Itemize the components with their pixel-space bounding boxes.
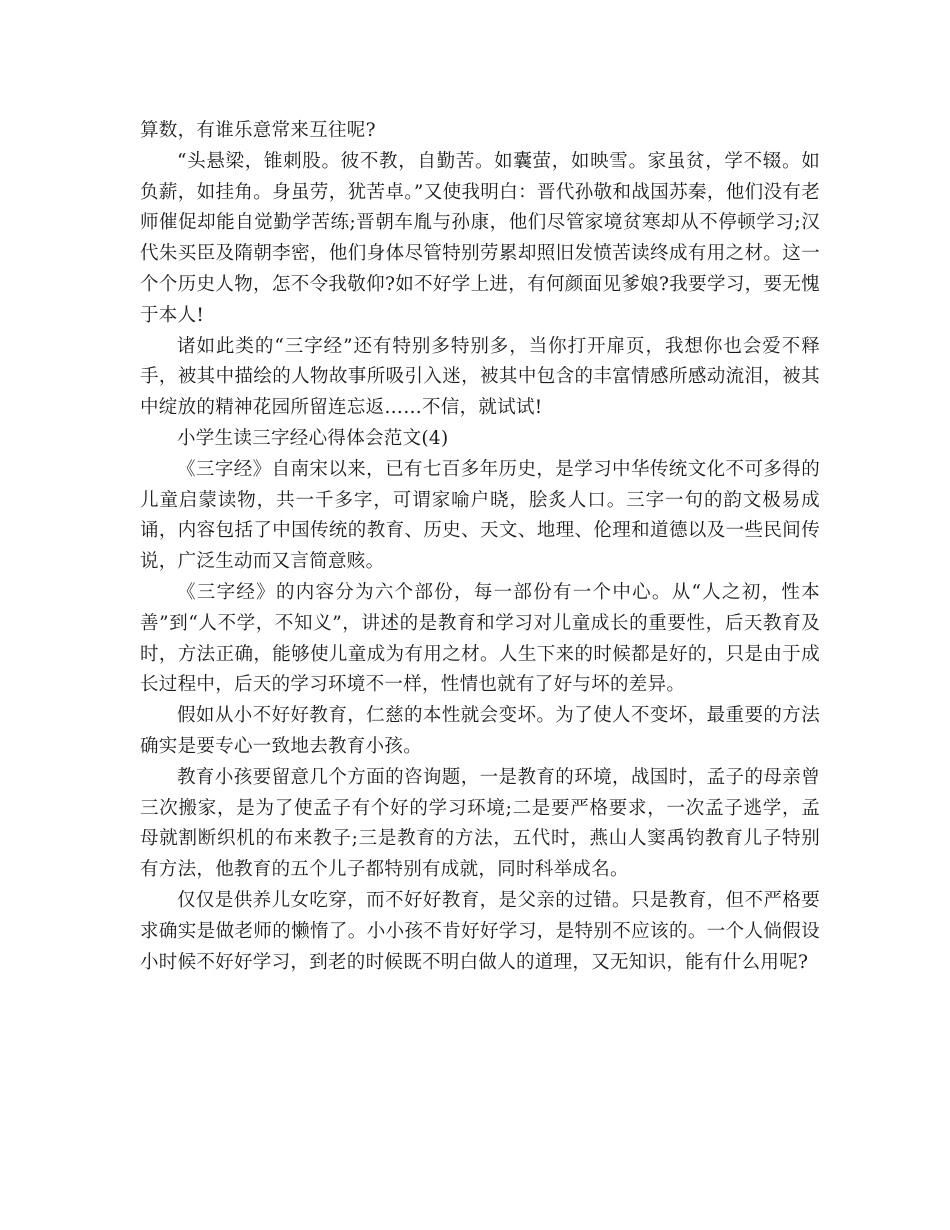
paragraph-6: 假如从小不好好教育，仁慈的本性就会变坏。为了使人不变坏，最重要的方法确实是要专心一致地去教育小孩。 [140,705,820,757]
paragraph-3: 诸如此类的“三字经”还有特别多特别多，当你打开扉页，我想你也会爱不释手，被其中描绘的人物故事所吸引入迷，被其中包含的丰富情感所感动流泪，被其中绽放的精神花园所留连忘返……不信，就试试! [140,335,820,419]
paragraph-4: 《三字经》自南宋以来，已有七百多年历史，是学习中华传统文化不可多得的儿童启蒙读物，共一千多字，可谓家喻户晓，脍炙人口。三字一句的韵文极易成诵，内容包括了中国传统的教育、历史、天文、地理、伦理和道德以及一些民间传说，广泛生动而又言简意赅。 [140,458,820,573]
paragraph-5: 《三字经》的内容分为六个部份，每一部份有一个中心。从“人之初，性本善”到“人不学，不知义”，讲述的是教育和学习对儿童成长的重要性，后天教育及时，方法正确，能够使儿童成为有用之材。人生下来的时候都是好的，只是由于成长过程中，后天的学习环境不一样，性情也就有了好与坏的差异。 [140,581,820,696]
paragraph-1: 算数，有谁乐意常来互往呢? [140,120,376,141]
paragraph-8: 仅仅是供养儿女吃穿，而不好好教育，是父亲的过错。只是教育，但不严格要求确实是做老师的懒惰了。小小孩不肯好好学习，是特别不应该的。一个人倘假设小时候不好好学习，到老的时候既不明白做人的道理，又无知识，能有什么用呢? [140,889,820,973]
paragraph-2: “头悬梁，锥刺股。彼不教，自勤苦。如囊萤，如映雪。家虽贫，学不辍。如负薪，如挂角。身虽劳，犹苦卓。”又使我明白：晋代孙敬和战国苏秦，他们没有老师催促却能自觉勤学苦练;晋朝车胤与孙康，他们尽管家境贫寒却从不停顿学习;汉代朱买臣及隋朝李密，他们身体尽管特别劳累却照旧发愤苦读终成有用之材。这一个个历史人物，怎不令我敬仰?如不好学上进，有何颜面见爹娘?我要学习，要无愧于本人! [140,150,820,326]
document-body [140,116,820,978]
section-heading: 小学生读三字经心得体会范文(4) [177,427,449,449]
paragraph-7: 教育小孩要留意几个方面的咨询题，一是教育的环境，战国时，孟子的母亲曾三次搬家，是为了使孟子有个好的学习环境;二是要严格要求，一次孟子逃学，孟母就割断织机的布来教子;三是教育的方法，五代时，燕山人窦禹钧教育儿子特别有方法，他教育的五个儿子都特别有成就，同时科举成名。 [140,766,820,881]
